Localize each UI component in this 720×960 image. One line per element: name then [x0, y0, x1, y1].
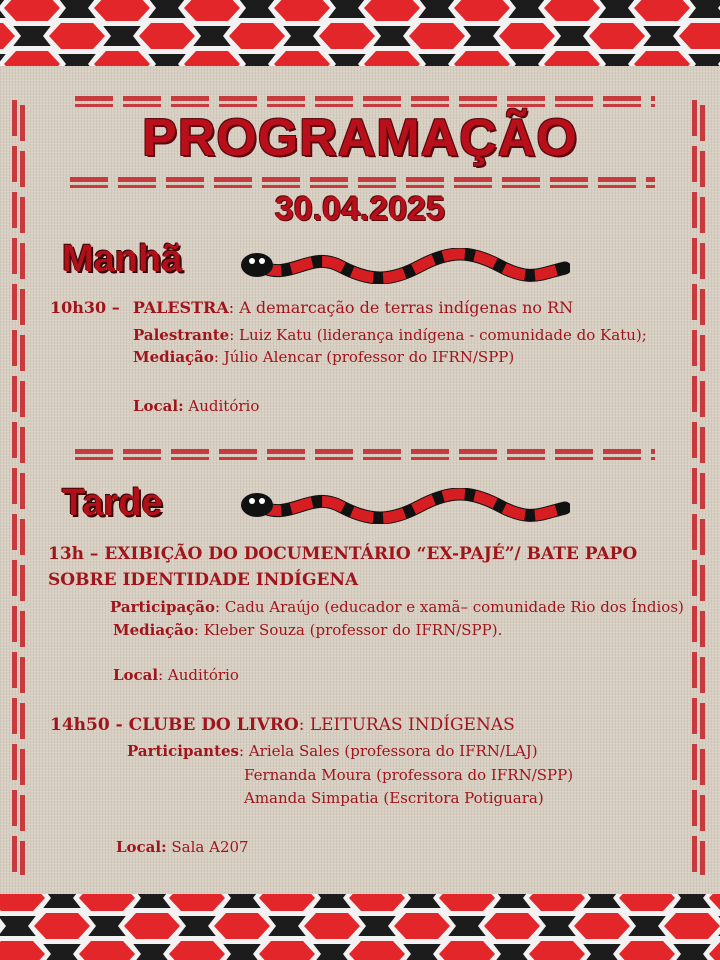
afternoon-event1-participation-label: Participação [110, 598, 216, 616]
morning-event-text: : A demarcação de terras indígenas no RN [228, 298, 574, 317]
snake-icon [240, 488, 570, 524]
morning-mediation-label: Mediação [133, 348, 214, 366]
afternoon-event1-mediation-text: : Kleber Souza (professor do IFRN/SPP). [193, 621, 503, 639]
afternoon-event1-local-label: Local [113, 666, 159, 684]
morning-heading: Manhã [62, 238, 183, 280]
morning-mediation-line [133, 348, 514, 366]
top-pattern-band [0, 0, 720, 66]
morning-event-line [50, 298, 573, 317]
page-title: PROGRAMAÇÃO [142, 109, 578, 167]
middle-dashed-divider [75, 449, 655, 454]
morning-speaker-text: : Luiz Katu (liderança indígena - comunidade do Katu); [229, 326, 647, 344]
morning-event-label: PALESTRA [132, 298, 229, 317]
afternoon-event1-title-line1: 13h – EXIBIÇÃO DO DOCUMENTÁRIO “EX-PAJÉ”/ BATE PAPO [48, 544, 638, 564]
afternoon-event2-participant-1: : Ariela Sales (professora do IFRN/LAJ) [239, 742, 538, 760]
title-dashed-border-inner [70, 185, 655, 188]
title-dashed-border [70, 177, 655, 182]
afternoon-event1-local-line [113, 666, 239, 684]
afternoon-event2-local-line [116, 838, 249, 856]
afternoon-event2-title-label: 14h50 - CLUBE DO LIVRO [50, 715, 299, 735]
event-date: 30.04.2025 [274, 190, 446, 228]
afternoon-event1-title-line2: SOBRE IDENTIDADE INDÍGENA [48, 570, 359, 590]
top-dashed-border-inner [75, 104, 655, 107]
afternoon-event2-participant-3: Amanda Simpatia (Escritora Potiguara) [244, 789, 544, 807]
top-dashed-border [75, 96, 655, 101]
morning-time: 10h30 – [50, 298, 120, 317]
afternoon-event2-title-line [50, 715, 515, 735]
afternoon-event1-mediation-label: Mediação [113, 621, 194, 639]
afternoon-event1-participation-text: : Cadu Araújo (educador e xamã– comunidade Rio dos Índios) [215, 598, 684, 616]
morning-speaker-line [133, 326, 647, 344]
afternoon-event1-mediation-line [113, 621, 502, 639]
afternoon-event1-local-text: : Auditório [158, 666, 239, 684]
morning-local-text: Auditório [183, 397, 260, 415]
morning-local-label: Local: [133, 397, 184, 415]
morning-speaker-label: Palestrante [133, 326, 230, 344]
afternoon-event2-participant-2: Fernanda Moura (professora do IFRN/SPP) [244, 766, 574, 784]
morning-local-line [133, 397, 259, 415]
snake-icon [240, 248, 570, 284]
afternoon-heading: Tarde [62, 482, 163, 524]
middle-dashed-divider-inner [75, 457, 655, 460]
afternoon-event2-participants-line [127, 742, 538, 760]
afternoon-event2-title-text: : LEITURAS INDÍGENAS [298, 715, 515, 735]
afternoon-event2-participants-label: Participantes [127, 742, 239, 760]
afternoon-event2-local-label: Local: [116, 838, 167, 856]
morning-mediation-text: : Júlio Alencar (professor do IFRN/SPP) [213, 348, 515, 366]
afternoon-event1-participation-line [110, 598, 684, 616]
afternoon-event2-local-text: Sala A207 [166, 838, 249, 856]
bottom-pattern-band [0, 894, 720, 960]
